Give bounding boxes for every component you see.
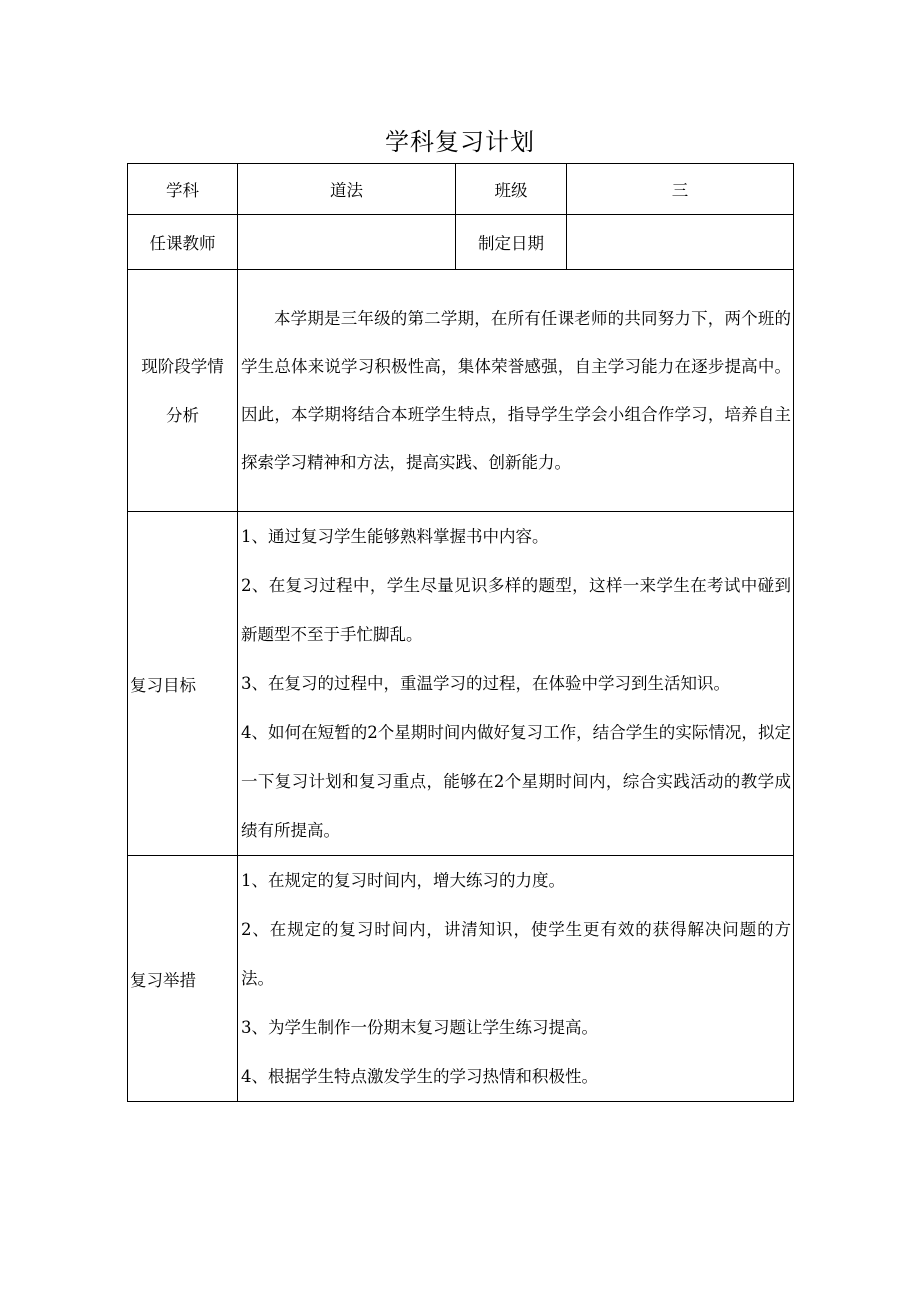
table-row-teacher [128,215,794,270]
teacher-label: 任课教师 [128,215,238,270]
subject-label: 学科 [128,164,238,215]
goal-item: 2、在复习过程中，学生尽量见识多样的题型，这样一来学生在考试中碰到新题型不至于手忙脚乱。 [241,576,791,644]
measures-label: 复习举措 [128,856,238,1102]
measure-item: 3、为学生制作一份期末复习题让学生练习提高。 [241,1018,598,1037]
document-title: 学科复习计划 [385,128,535,156]
date-value [567,215,794,270]
analysis-label-line1: 现阶段学情 [141,356,224,376]
goals-label: 复习目标 [128,512,238,856]
goal-item: 3、在复习的过程中，重温学习的过程，在体验中学习到生活知识。 [241,674,730,693]
analysis-content [238,270,794,512]
measure-item: 4、根据学生特点激发学生的学习热情和积极性。 [241,1067,598,1086]
table-row-analysis [128,270,794,512]
goal-item: 1、通过复习学生能够熟料掌握书中内容。 [241,527,549,546]
measure-item: 1、在规定的复习时间内，增大练习的力度。 [241,871,565,890]
analysis-label-line2: 分析 [166,405,199,425]
table-row-goals [128,512,794,856]
subject-value: 道法 [238,164,456,215]
goals-content [238,512,794,856]
measures-content [238,856,794,1102]
measure-item: 2、在规定的复习时间内，讲清知识，使学生更有效的获得解决问题的方法。 [241,920,791,988]
table-row-measures [128,856,794,1102]
table-row-subject [128,164,794,215]
class-label: 班级 [456,164,567,215]
goal-item: 4、如何在短暂的2个星期时间内做好复习工作，结合学生的实际情况，拟定一下复习计划和复习重点，能够在2个星期时间内，综合实践活动的教学成绩有所提高。 [241,723,791,840]
date-label: 制定日期 [456,215,567,270]
analysis-label [128,270,238,512]
analysis-paragraph: 本学期是三年级的第二学期，在所有任课老师的共同努力下，两个班的学生总体来说学习积极性高，集体荣誉感强，自主学习能力在逐步提高中。因此，本学期将结合本班学生特点，指导学生学会小组合作学习，培养自主探索学习精神和方法，提高实践、创新能力。 [241,308,791,472]
class-value: 三 [567,164,794,215]
plan-table [127,163,794,1102]
teacher-value [238,215,456,270]
